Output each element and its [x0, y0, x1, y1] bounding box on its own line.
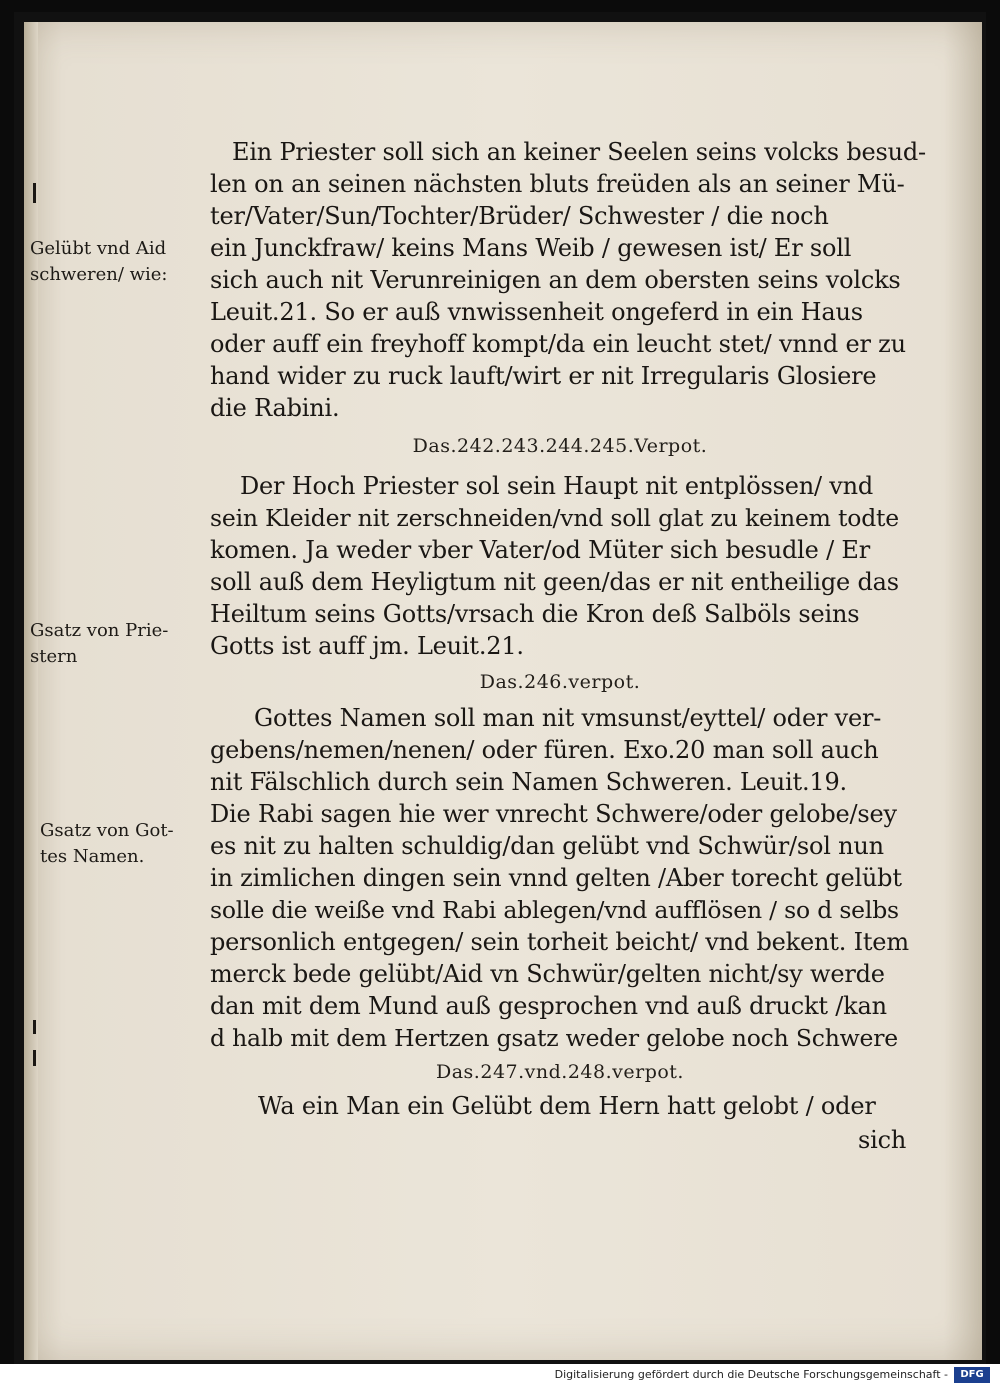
text-line: in zimlichen dingen sein vnnd gelten /Aber torecht gelübt: [210, 864, 902, 892]
text-line: dan mit dem Mund auß gesprochen vnd auß druckt /kan: [210, 992, 887, 1020]
section-heading: Das.242.243.244.245.Verpot.: [412, 435, 708, 457]
text-line: Leuit.21. So er auß vnwissenheit ongeferd in ein Haus: [210, 298, 863, 326]
catchword: sich: [858, 1126, 907, 1154]
margin-note-line: tes Namen.: [40, 846, 145, 867]
text-line: hand wider zu ruck lauft/wirt er nit Irregularis Glosiere: [210, 362, 877, 390]
text-line: solle die weiße vnd Rabi ablegen/vnd aufflösen / so d selbs: [210, 896, 899, 924]
margin-note: [30, 236, 205, 288]
page-binding-edge: [24, 22, 38, 1360]
text-line: Gottes Namen soll man nit vmsunst/eyttel/ oder ver-: [254, 704, 882, 732]
text-line: Wa ein Man ein Gelübt dem Hern hatt gelobt / oder: [258, 1092, 876, 1120]
text-line: komen. Ja weder vber Vater/od Müter sich besudle / Er: [210, 536, 870, 564]
text-line: soll auß dem Heyligtum nit geen/das er nit entheilige das: [210, 568, 899, 596]
text-line: len on an seinen nächsten bluts freüden als an seiner Mü-: [210, 170, 905, 198]
section-heading: Das.246.verpot.: [479, 671, 641, 693]
text-line: ter/Vater/Sun/Tochter/Brüder/ Schwester / die noch: [210, 202, 829, 230]
text-line: gebens/nemen/nenen/ oder füren. Exo.20 man soll auch: [210, 736, 879, 764]
ink-mark: [33, 1050, 36, 1066]
text-line: d halb mit dem Hertzen gsatz weder gelobe noch Schwere: [210, 1024, 899, 1052]
text-line: nit Fälschlich durch sein Namen Schweren. Leuit.19.: [210, 768, 847, 796]
text-line: personlich entgegen/ sein torheit beicht/ vnd bekent. Item: [210, 928, 909, 956]
margin-note: [40, 818, 215, 870]
footer-bar: [0, 1364, 1000, 1388]
dfg-logo: DFG: [954, 1367, 990, 1383]
margin-note-line: stern: [30, 646, 78, 667]
section-heading: Das.247.vnd.248.verpot.: [436, 1061, 684, 1083]
text-line: oder auff ein freyhoff kompt/da ein leucht stet/ vnnd er zu: [210, 330, 906, 358]
margin-note: [30, 618, 205, 670]
text-line: sich auch nit Verunreinigen an dem obersten seins volcks: [210, 266, 901, 294]
text-line: sein Kleider nit zerschneiden/vnd soll glat zu keinem todte: [210, 504, 899, 532]
margin-note-line: schweren/ wie:: [30, 264, 168, 285]
text-line: ein Junckfraw/ keins Mans Weib / gewesen ist/ Er soll: [210, 234, 852, 262]
text-line: Der Hoch Priester sol sein Haupt nit entplössen/ vnd: [240, 472, 874, 500]
text-line: Die Rabi sagen hie wer vnrecht Schwere/oder gelobe/sey: [210, 800, 897, 828]
ink-mark: [33, 183, 36, 203]
text-line: Heiltum seins Gotts/vrsach die Kron deß Salböls seins: [210, 600, 860, 628]
margin-note-line: Gelübt vnd Aid: [30, 238, 167, 259]
text-line: Ein Priester soll sich an keiner Seelen seins volcks besud-: [232, 138, 926, 166]
text-line: es nit zu halten schuldig/dan gelübt vnd Schwür/sol nun: [210, 832, 884, 860]
footer-credit: Digitalisierung gefördert durch die Deutsche Forschungsgemeinschaft -: [554, 1368, 948, 1381]
margin-note-line: Gsatz von Prie-: [30, 620, 169, 641]
text-line: Gotts ist auff jm. Leuit.21.: [210, 632, 524, 660]
margin-note-line: Gsatz von Got-: [40, 820, 174, 841]
text-line: merck bede gelübt/Aid vn Schwür/gelten nicht/sy werde: [210, 960, 885, 988]
ink-mark: [33, 1020, 36, 1034]
text-line: die Rabini.: [210, 394, 340, 422]
